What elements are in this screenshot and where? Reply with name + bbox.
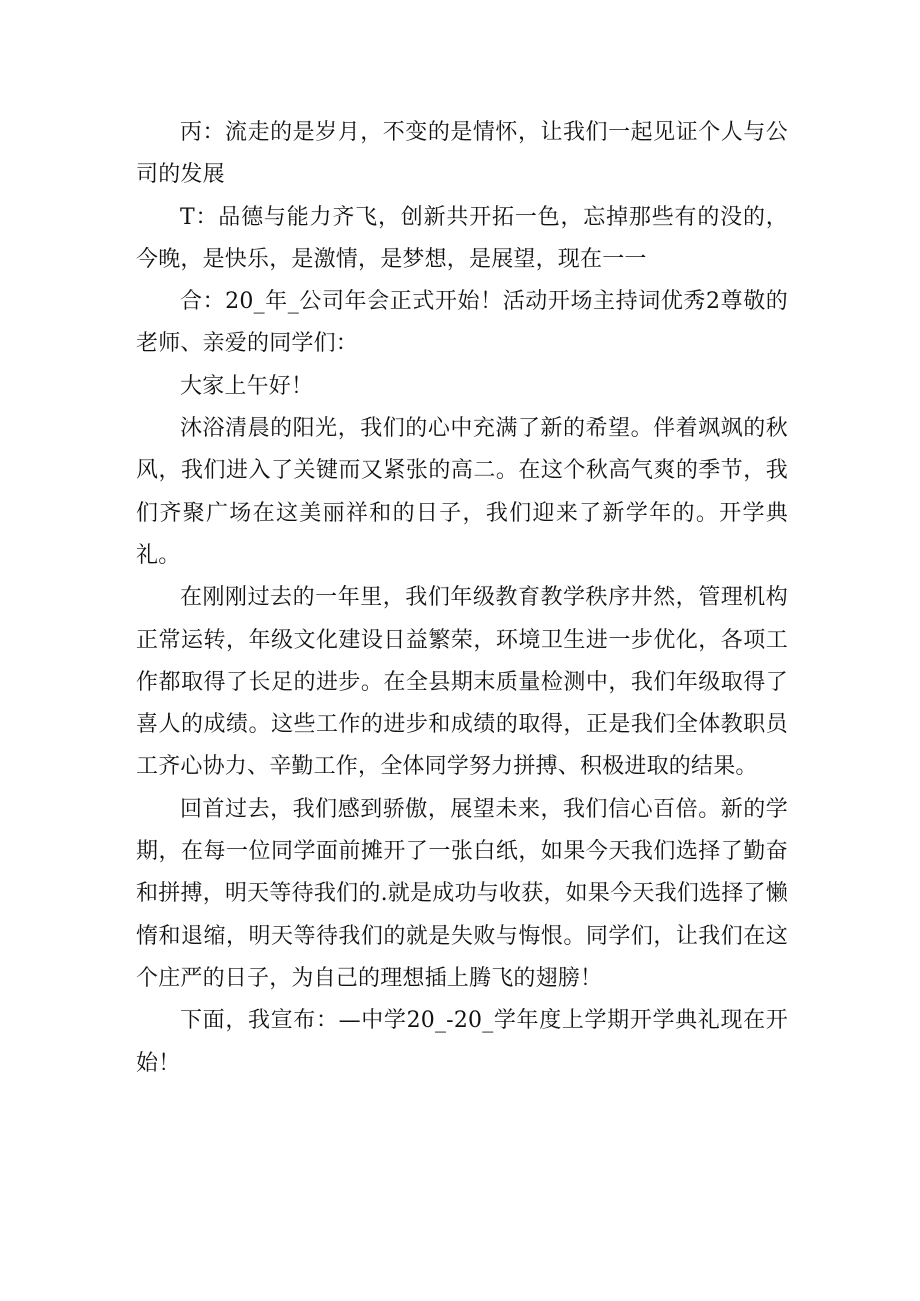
document-body <box>136 112 788 1085</box>
paragraph-7: 回首过去，我们感到骄傲，展望未来，我们信心百倍。新的学期，在每一位同学面前摊开了一张白纸，如果今天我们选择了勤奋和拼搏，明天等待我们的.就是成功与收获，如果今天我们选择了懒惰和退缩，明天等待我们的就是失败与悔恨。同学们，让我们在这个庄严的日子，为自己的理想插上腾飞的翅膀！ <box>136 796 788 991</box>
paragraph-8: 下面，我宣布：—中学20_-20_学年度上学期开学典礼现在开始！ <box>136 1008 788 1076</box>
paragraph-1: 丙：流走的是岁月，不变的是情怀，让我们一起见证个人与公司的发展 <box>136 120 788 188</box>
paragraph-5: 沐浴清晨的阳光，我们的心中充满了新的希望。伴着飒飒的秋风，我们进入了关键而又紧张的高二。在这个秋高气爽的季节，我们齐聚广场在这美丽祥和的日子，我们迎来了新学年的。开学典礼。 <box>136 416 788 568</box>
paragraph-6: 在刚刚过去的一年里，我们年级教育教学秩序井然，管理机构正常运转，年级文化建设日益繁荣，环境卫生进一步优化，各项工作都取得了长足的进步。在全县期末质量检测中，我们年级取得了喜人的成绩。这些工作的进步和成绩的取得，正是我们全体教职员工齐心协力、辛勤工作，全体同学努力拼搏、积极进取的结果。 <box>136 585 788 780</box>
paragraph-2: T：品德与能力齐飞，创新共开拓一色，忘掉那些有的没的，今晚，是快乐，是激情，是梦想，是展望，现在一一 <box>136 204 788 272</box>
paragraph-3: 合：20_年_公司年会正式开始！活动开场主持词优秀2尊敬的老师、亲爱的同学们： <box>136 289 788 357</box>
paragraph-4: 大家上午好！ <box>180 373 314 399</box>
